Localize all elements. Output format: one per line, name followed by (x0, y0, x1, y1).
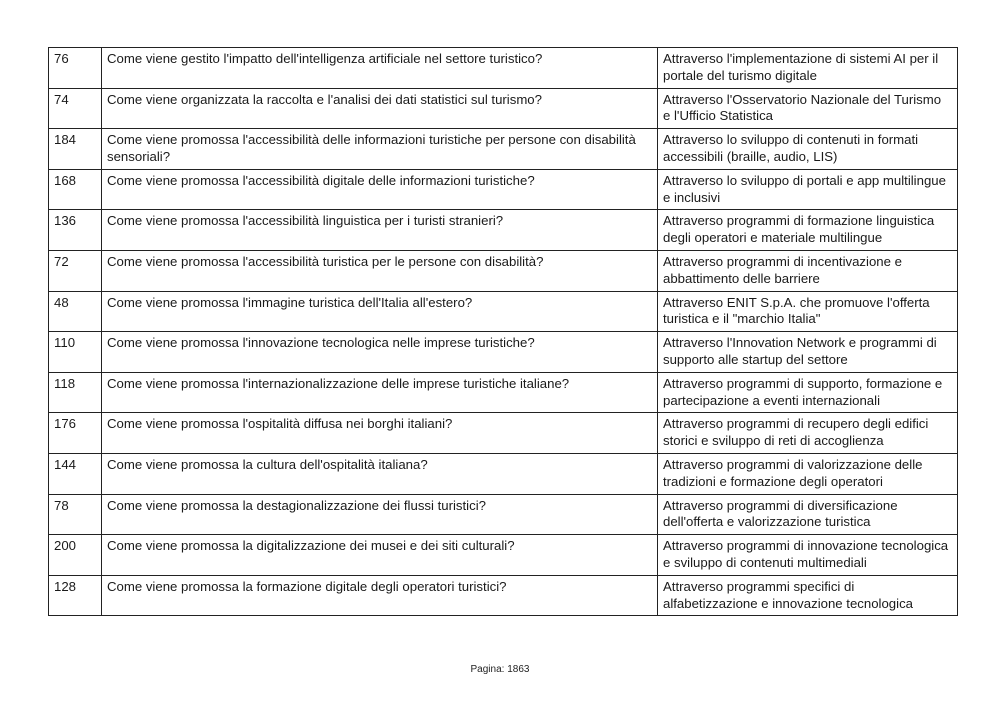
row-id: 200 (49, 535, 102, 576)
row-question: Come viene promossa l'accessibilità turistica per le persone con disabilità? (102, 250, 658, 291)
table-row (49, 250, 958, 291)
row-answer: Attraverso programmi di recupero degli edifici storici e sviluppo di reti di accoglienza (658, 413, 958, 454)
table-row (49, 88, 958, 129)
table-row (49, 169, 958, 210)
row-answer: Attraverso lo sviluppo di portali e app multilingue e inclusivi (658, 169, 958, 210)
row-id: 184 (49, 129, 102, 170)
row-id: 48 (49, 291, 102, 332)
row-question: Come viene promossa la destagionalizzazione dei flussi turistici? (102, 494, 658, 535)
row-question: Come viene promossa l'internazionalizzazione delle imprese turistiche italiane? (102, 372, 658, 413)
row-answer: Attraverso programmi di supporto, formazione e partecipazione a eventi internazionali (658, 372, 958, 413)
row-answer: Attraverso ENIT S.p.A. che promuove l'offerta turistica e il "marchio Italia" (658, 291, 958, 332)
row-id: 118 (49, 372, 102, 413)
row-answer: Attraverso programmi di diversificazione dell'offerta e valorizzazione turistica (658, 494, 958, 535)
table-row (49, 413, 958, 454)
row-answer: Attraverso programmi di valorizzazione delle tradizioni e formazione degli operatori (658, 453, 958, 494)
table-row (49, 332, 958, 373)
row-question: Come viene promossa la formazione digitale degli operatori turistici? (102, 575, 658, 616)
row-answer: Attraverso l'implementazione di sistemi AI per il portale del turismo digitale (658, 48, 958, 89)
row-question: Come viene promossa l'ospitalità diffusa nei borghi italiani? (102, 413, 658, 454)
row-id: 136 (49, 210, 102, 251)
row-answer: Attraverso l'Innovation Network e programmi di supporto alle startup del settore (658, 332, 958, 373)
row-id: 168 (49, 169, 102, 210)
row-question: Come viene promossa l'immagine turistica dell'Italia all'estero? (102, 291, 658, 332)
table-row (49, 453, 958, 494)
row-answer: Attraverso programmi di formazione linguistica degli operatori e materiale multilingue (658, 210, 958, 251)
row-id: 128 (49, 575, 102, 616)
row-question: Come viene promossa l'innovazione tecnologica nelle imprese turistiche? (102, 332, 658, 373)
table-row (49, 575, 958, 616)
row-id: 72 (49, 250, 102, 291)
row-id: 76 (49, 48, 102, 89)
table-row (49, 48, 958, 89)
row-question: Come viene promossa la cultura dell'ospitalità italiana? (102, 453, 658, 494)
row-answer: Attraverso lo sviluppo di contenuti in formati accessibili (braille, audio, LIS) (658, 129, 958, 170)
row-id: 74 (49, 88, 102, 129)
table-row (49, 129, 958, 170)
row-id: 144 (49, 453, 102, 494)
row-question: Come viene promossa l'accessibilità digitale delle informazioni turistiche? (102, 169, 658, 210)
table-row (49, 291, 958, 332)
row-question: Come viene promossa l'accessibilità linguistica per i turisti stranieri? (102, 210, 658, 251)
table-row (49, 535, 958, 576)
table-row (49, 210, 958, 251)
row-question: Come viene promossa la digitalizzazione dei musei e dei siti culturali? (102, 535, 658, 576)
row-id: 110 (49, 332, 102, 373)
row-answer: Attraverso programmi specifici di alfabetizzazione e innovazione tecnologica (658, 575, 958, 616)
table-row (49, 494, 958, 535)
row-question: Come viene organizzata la raccolta e l'analisi dei dati statistici sul turismo? (102, 88, 658, 129)
qa-table (48, 47, 958, 616)
row-answer: Attraverso programmi di innovazione tecnologica e sviluppo di contenuti multimediali (658, 535, 958, 576)
row-id: 176 (49, 413, 102, 454)
table-row (49, 372, 958, 413)
row-question: Come viene promossa l'accessibilità delle informazioni turistiche per persone con disabilità sensoriali? (102, 129, 658, 170)
row-question: Come viene gestito l'impatto dell'intelligenza artificiale nel settore turistico? (102, 48, 658, 89)
row-answer: Attraverso l'Osservatorio Nazionale del Turismo e l'Ufficio Statistica (658, 88, 958, 129)
page-number: Pagina: 1863 (470, 664, 530, 675)
row-id: 78 (49, 494, 102, 535)
row-answer: Attraverso programmi di incentivazione e abbattimento delle barriere (658, 250, 958, 291)
